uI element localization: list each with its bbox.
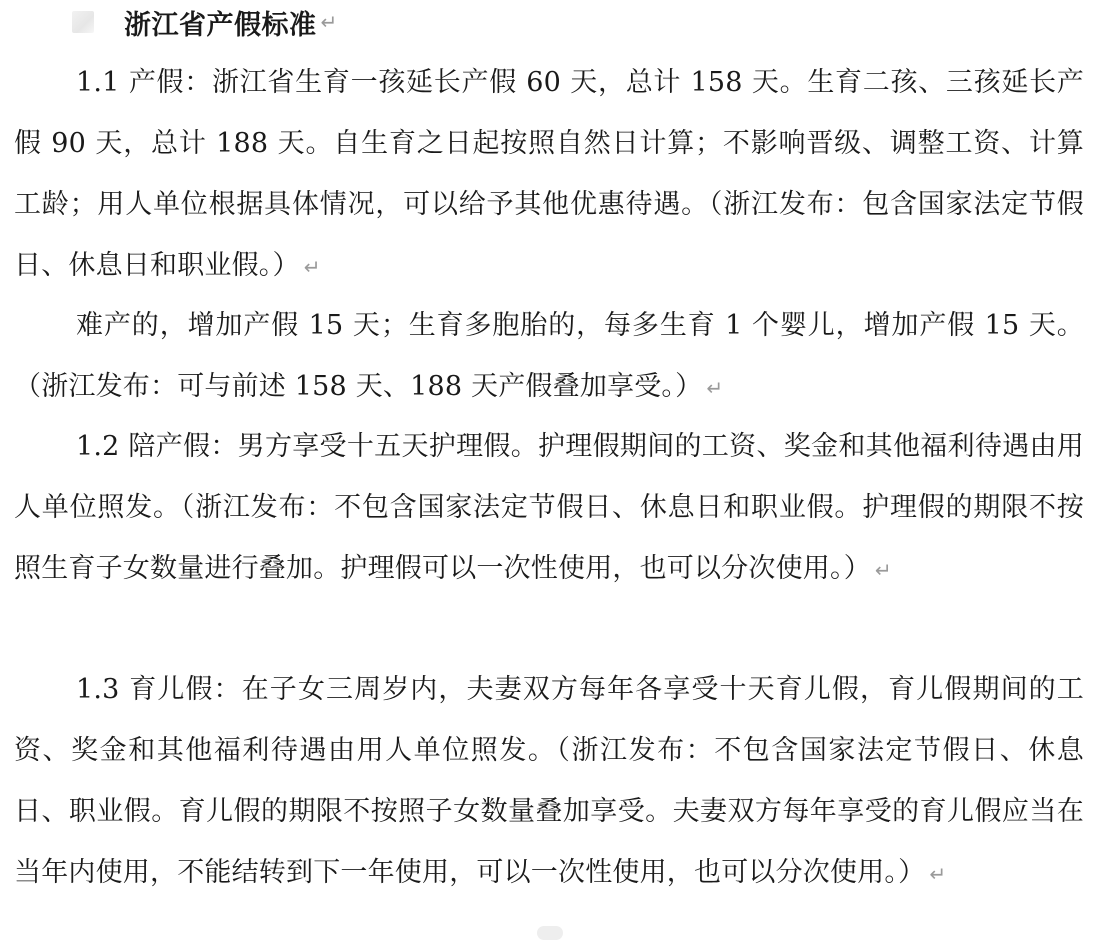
document-heading (72, 4, 338, 40)
page-title: 浙江省产假标准 (124, 9, 317, 41)
paragraph-paternity-leave (14, 416, 1084, 601)
paragraph-text: 1.1 产假：浙江省生育一孩延长产假 60 天，总计 158 天。生育二孩、三孩延长产假 90 天，总计 188 天。自生育之日起按照自然日计算；不影响晋级、调整工资、计算工龄；用人单位根据具体情况，可以给予其他优惠待遇。（浙江发布：包含国家法定节假日、休息日和职业假。） (14, 67, 1084, 281)
paragraph-mark-icon: ↵ (303, 255, 321, 279)
paragraph-difficult-birth (14, 295, 1084, 419)
paragraph-mark-icon: ↵ (320, 10, 338, 34)
paragraph-mark-icon: ↵ (929, 862, 947, 886)
paragraph-mark-icon: ↵ (706, 376, 724, 400)
paragraph-parental-leave (14, 659, 1084, 905)
paragraph-text: 难产的，增加产假 15 天；生育多胞胎的，每多生育 1 个婴儿，增加产假 15 天。（浙江发布：可与前述 158 天、188 天产假叠加享受。） (14, 310, 1084, 402)
watermark-icon (537, 926, 563, 940)
heading-bullet-icon (72, 11, 94, 33)
paragraph-maternity-leave (14, 52, 1084, 298)
paragraph-mark-icon: ↵ (874, 558, 892, 582)
paragraph-text: 1.3 育儿假：在子女三周岁内，夫妻双方每年各享受十天育儿假，育儿假期间的工资、奖金和其他福利待遇由用人单位照发。（浙江发布：不包含国家法定节假日、休息日、职业假。育儿假的期限不按照子女数量叠加享受。夫妻双方每年享受的育儿假应当在当年内使用，不能结转到下一年使用，可以一次性使用，也可以分次使用。） (14, 674, 1084, 888)
paragraph-text: 1.2 陪产假：男方享受十五天护理假。护理假期间的工资、奖金和其他福利待遇由用人单位照发。（浙江发布：不包含国家法定节假日、休息日和职业假。护理假的期限不按照生育子女数量进行叠加。护理假可以一次性使用，也可以分次使用。） (14, 431, 1084, 584)
